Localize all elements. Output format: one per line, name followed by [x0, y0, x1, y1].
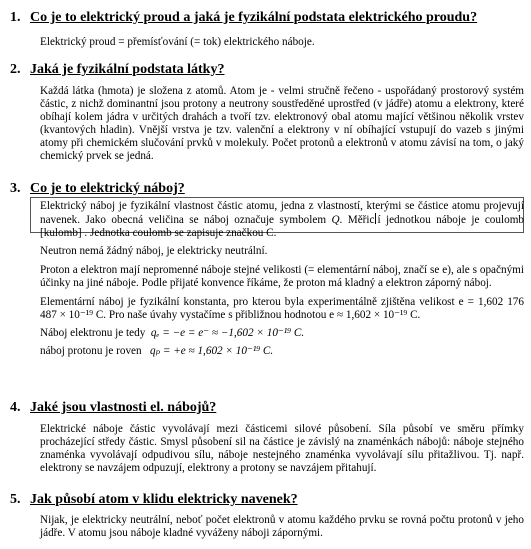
answer-3-paragraph-1 [40, 200, 524, 240]
answer-2 [40, 85, 524, 163]
equation-proton-formula: qₚ = +e ≈ 1,602 × 10⁻¹⁹ C. [150, 345, 274, 357]
question-1-heading [10, 10, 477, 26]
question-5-heading [10, 492, 298, 508]
answer-1-paragraph: Elektrický proud = přemísťování (= tok) elektrického náboje. [40, 36, 315, 48]
p1-part-b: . Měřic [339, 214, 375, 226]
equation-electron [40, 327, 524, 340]
equation-proton-label: náboj protonu je roven [40, 345, 142, 357]
answer-2-paragraph: Každá látka (hmota) je složena z atomů. Atom je - velmi stručně řečeno - uspořádaný prostorový systém částic, z nichž dominantní jsou protony a neutrony soustředěné uprostřed (v jádře) atomu a elektrony, které obíhají kolem jádra v určitých drahách a tvoří tzv. elektronový obal atomu mající většinou několik vrstev (kvantových hladin). Vnější vrstva je tzv. valenční a elektrony v ní obíhající vstupují do vazeb s jinými atomy při chemickém slučování prvků v molekuly. Počet protonů a elektronů v atomu závisí na tom, o jaký chemický prvek se jedná. [40, 85, 524, 162]
answer-4-paragraph: Elektrické náboje částic vyvolávají mezi částicemi silové působení. Síla působí ve směru přímky procházející středy částic. Smysl působení sil na částice je závislý na znaménkách nábojů: náboje stejného znaménka vyvolávají odpudivou sílu, náboje nestejného znaménka vyvolávají sílu přitažlivou. Tj. např. elektrony se navzájem odpuzují, elektrony a protony se navzájem přitahují. [40, 423, 524, 474]
question-2-number: 2. [10, 62, 21, 77]
answer-3-paragraph-2: Neutron nemá žádný náboj, je elektricky neutrální. [40, 245, 268, 257]
question-4-number: 4. [10, 400, 21, 415]
question-3-text: Co je to elektrický náboj? [30, 181, 185, 196]
equation-electron-label: Náboj elektronu je tedy [40, 327, 146, 339]
equation-electron-formula: qₑ = −e = e⁻ ≈ −1,602 × 10⁻¹⁹ C. [150, 327, 305, 339]
question-5-number: 5. [10, 492, 21, 507]
answer-5-paragraph: Nijak, je elektricky neutrální, neboť počet elektronů v atomu každého prvku se rovná počtu protonů v jeho jádře. V atomu jsou náboje kladné vyváženy náboji zápornými. [40, 514, 524, 539]
question-3-heading [10, 181, 185, 197]
question-1-number: 1. [10, 10, 21, 25]
answer-4 [40, 423, 524, 475]
p1-part-c: í jednotkou náboje je coulomb [kulomb] . Jednotka coulomb se zapisuje značkou C. [40, 214, 524, 239]
answer-3-paragraph-3: Proton a elektron mají nepromenné náboje stejné velikosti (= elementární náboj, značí se e), ale s opačnými účinky na jiné náboje. Podle přijaté konvence říkáme, že proton má kladný a elektron záporný náboj. [40, 264, 524, 289]
question-3-number: 3. [10, 181, 21, 196]
question-4-text: Jaké jsou vlastnosti el. nábojů? [30, 400, 217, 415]
question-2-heading [10, 62, 224, 78]
question-1-text: Co je to elektrický proud a jaká je fyzikální podstata elektrického proudu? [30, 10, 478, 25]
question-4-heading [10, 400, 216, 416]
question-2-text: Jaká je fyzikální podstata látky? [30, 62, 225, 77]
question-5-text: Jak působí atom v klidu elektricky navenek? [30, 492, 298, 507]
equation-proton [40, 345, 524, 358]
answer-3 [40, 200, 524, 358]
answer-3-paragraph-4: Elementární náboj je fyzikální konstanta, pro kterou byla experimentálně zjištěna velikost e = 1,602 176 487 × 10⁻¹⁹ C. Pro naše úvahy vystačíme s přibližnou hodnotou e ≈ 1,602 × 10⁻¹⁹ C. [40, 296, 524, 321]
p1-part-a: Elektrický náboj je fyzikální vlastnost částic atomu, jedna z vlastností, kterými se částice atomu projevují navenek. Jako obecná veličina se náboj označuje symbolem [40, 200, 524, 226]
answer-5 [40, 514, 524, 540]
charge-symbol: Q [331, 214, 340, 226]
answer-1 [40, 36, 524, 49]
